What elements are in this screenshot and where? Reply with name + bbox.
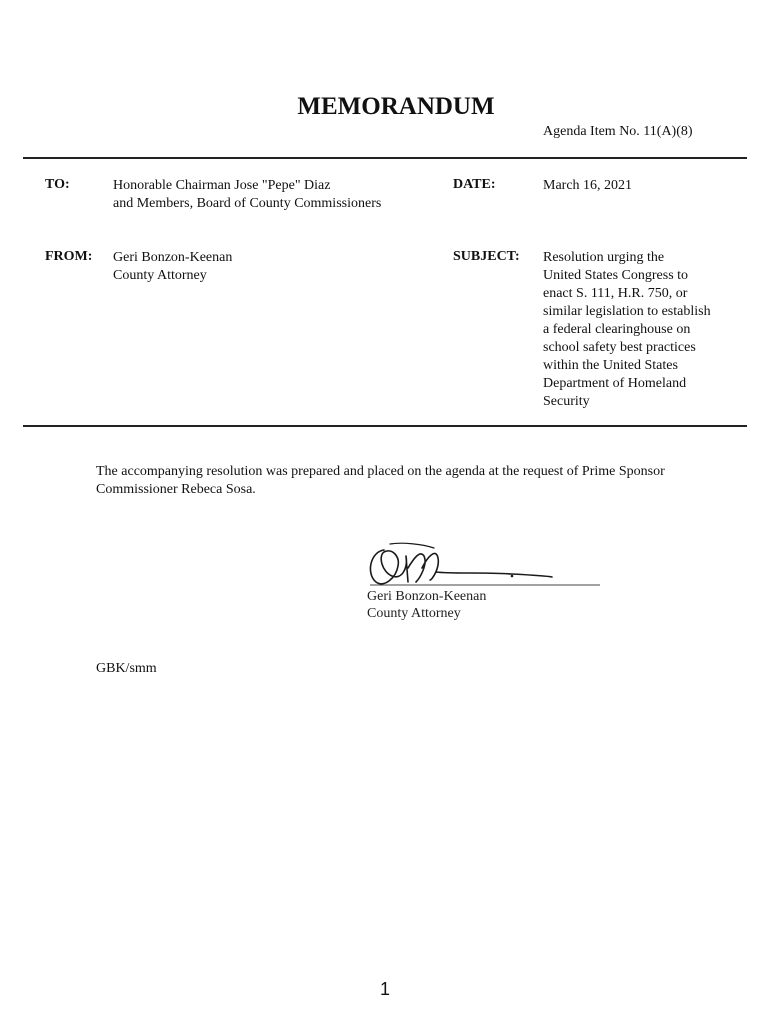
subject-label: SUBJECT: bbox=[453, 249, 520, 264]
signer-name: Geri Bonzon-Keenan bbox=[367, 589, 487, 604]
subject-line: Resolution urging the bbox=[543, 250, 665, 265]
subject-line: similar legislation to establish bbox=[543, 304, 711, 319]
from-line: Geri Bonzon-Keenan bbox=[113, 250, 233, 265]
subject-line: enact S. 111, H.R. 750, or bbox=[543, 286, 688, 301]
memo-body bbox=[96, 463, 665, 499]
to-label: TO: bbox=[45, 177, 70, 192]
header-rule-top bbox=[23, 157, 747, 159]
from-label: FROM: bbox=[45, 249, 93, 264]
subject-line: school safety best practices bbox=[543, 340, 696, 355]
date-value: March 16, 2021 bbox=[543, 178, 633, 193]
body-line: Commissioner Rebeca Sosa. bbox=[96, 482, 256, 497]
signature-block bbox=[367, 588, 486, 622]
to-line: and Members, Board of County Commissioners bbox=[113, 196, 382, 211]
subject-line: a federal clearinghouse on bbox=[543, 322, 691, 337]
handwritten-signature bbox=[362, 538, 607, 590]
body-line: The accompanying resolution was prepared and placed on the agenda at the request of Prime Sponsor bbox=[96, 464, 665, 479]
date-label: DATE: bbox=[453, 177, 496, 192]
header-rule-bottom bbox=[23, 425, 747, 427]
page-number: 1 bbox=[379, 979, 390, 999]
subject-line: Department of Homeland bbox=[543, 376, 687, 391]
agenda-item-number: Agenda Item No. 11(A)(8) bbox=[543, 124, 693, 139]
subject-line: within the United States bbox=[543, 358, 678, 373]
to-line: Honorable Chairman Jose "Pepe" Diaz bbox=[113, 178, 331, 193]
to-value bbox=[113, 177, 381, 213]
reference-initials: GBK/smm bbox=[96, 661, 157, 676]
subject-value bbox=[543, 249, 711, 411]
signer-title: County Attorney bbox=[367, 606, 461, 621]
from-value bbox=[113, 249, 232, 285]
memo-title: MEMORANDUM bbox=[297, 93, 495, 120]
subject-line: Security bbox=[543, 394, 590, 409]
from-line: County Attorney bbox=[113, 268, 207, 283]
subject-line: United States Congress to bbox=[543, 268, 689, 283]
